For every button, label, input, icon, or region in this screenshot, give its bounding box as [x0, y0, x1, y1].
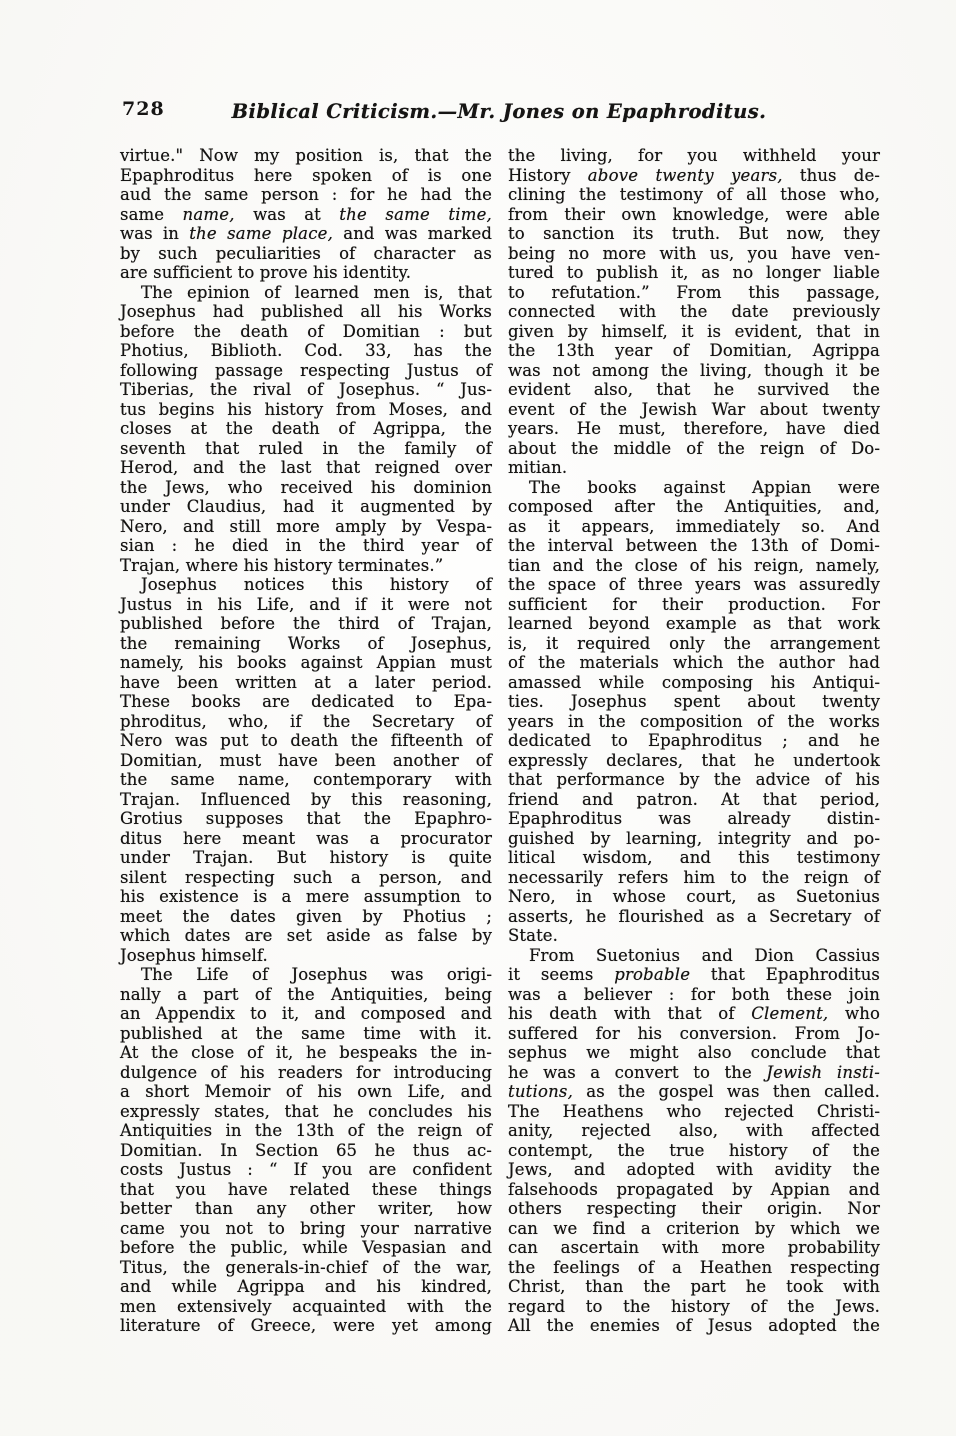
text-line: Photius, Biblioth. Cod. 33, has the	[120, 341, 492, 360]
text-line: contempt, the true history of the	[508, 1140, 880, 1160]
text-line: Trajan, where his history terminates.”	[120, 555, 444, 575]
text-line: These books are dedicated to Epa-	[120, 692, 492, 711]
text-line: years. He must, therefore, have died	[508, 419, 880, 438]
text-line: regard to the history of the Jews.	[508, 1296, 880, 1316]
text-line: the space of three years was assuredly	[508, 575, 880, 594]
text-line: that performance by the advice of his	[508, 770, 880, 789]
text-line: Josephus had published all his Works	[120, 302, 492, 321]
text-line: clining the testimony of all those who,	[508, 185, 880, 204]
text-line: The Heathens who rejected Christi-	[508, 1101, 880, 1121]
text-line: are sufficient to prove his identity.	[120, 263, 412, 282]
text-line: The epinion of learned men is, that	[141, 282, 492, 302]
text-line: came you not to bring your narrative	[120, 1218, 492, 1238]
text-line: virtue." Now my position is, that the	[120, 146, 492, 165]
text-line: amassed while composing his Antiqui-	[508, 672, 880, 692]
text-line: Jews, and adopted with avidity the	[508, 1160, 880, 1179]
text-line: event of the Jewish War about twenty	[508, 399, 880, 419]
paragraph	[508, 478, 880, 946]
left-column	[120, 146, 492, 1336]
text-line: can ascertain with more probability	[508, 1238, 880, 1257]
text-line: dulgence of his readers for introducing	[120, 1062, 492, 1082]
text-line: the same name, contemporary with	[120, 770, 492, 789]
text-line: Epaphroditus here spoken of is one	[120, 165, 492, 185]
paragraph	[508, 146, 880, 478]
text-line: asserts, he flourished as a Secretary of	[508, 906, 880, 926]
text-line: Justus in his Life, and if it were not	[120, 594, 492, 614]
text-line: his existence is a mere assumption to	[120, 887, 492, 906]
text-line: costs Justus : “ If you are confident	[120, 1160, 492, 1179]
text-line: Josephus notices this history of	[141, 575, 492, 594]
right-column	[508, 146, 880, 1336]
text-line: ditus here meant was a procurator	[120, 828, 492, 848]
text-line: following passage respecting Justus of	[120, 360, 492, 380]
text-line: literature of Greece, were yet among	[120, 1316, 492, 1335]
text-line: better than any other writer, how	[120, 1199, 492, 1218]
text-line: Josephus himself.	[120, 945, 268, 965]
text-line: same name, was at the same time,	[120, 204, 492, 224]
text-line: All the enemies of Jesus adopted the	[508, 1316, 880, 1335]
text-line: about the middle of the reign of Do-	[508, 438, 880, 458]
text-line: the interval between the 13th of Domi-	[508, 536, 880, 555]
text-line: connected with the date previously	[508, 302, 880, 321]
paragraph	[120, 283, 492, 576]
text-line: published at the same time with it.	[120, 1023, 492, 1043]
text-line: tian and the close of his reign, namely,	[508, 555, 880, 575]
text-line: an Appendix to it, and composed and	[120, 1004, 492, 1023]
text-line: nally a part of the Antiquities, being	[120, 984, 492, 1004]
text-line: The books against Appian were	[529, 477, 880, 497]
text-line: as it appears, immediately so. And	[508, 516, 880, 536]
text-line: Tiberias, the rival of Josephus. “ Jus-	[120, 380, 492, 399]
text-line: Domitian, must have been another of	[120, 750, 492, 770]
text-line: dedicated to Epaphroditus ; and he	[508, 731, 880, 750]
text-line: under Claudius, had it augmented by	[120, 497, 492, 516]
text-line: learned beyond example as that work	[508, 614, 880, 633]
text-line: namely, his books against Appian must	[120, 653, 492, 672]
text-line: Christ, than the part he took with	[508, 1277, 880, 1296]
text-line: was in the same place, and was marked	[120, 224, 493, 243]
text-line: Trajan. Influenced by this reasoning,	[120, 789, 492, 809]
text-line: was not among the living, though it be	[508, 360, 880, 380]
page-number: 728	[122, 98, 165, 120]
text-line: tured to publish it, as no longer liable	[508, 263, 880, 282]
text-line: expressly declares, that he undertook	[508, 750, 880, 770]
text-line: Herod, and the last that reigned over	[120, 458, 492, 477]
text-line: Grotius supposes that the Epaphro-	[120, 809, 492, 828]
text-line: by such peculiarities of character as	[120, 243, 492, 263]
text-line: sephus we might also conclude that	[508, 1043, 880, 1062]
text-line: State.	[508, 926, 559, 945]
text-line: Nero, in whose court, as Suetonius	[508, 887, 880, 906]
text-line: of the materials which the author had	[508, 653, 880, 672]
text-line: aud the same person : for he had the	[120, 185, 492, 204]
text-line: the 13th year of Domitian, Agrippa	[508, 341, 880, 360]
text-line: the remaining Works of Josephus,	[120, 633, 492, 653]
text-line: From Suetonius and Dion Cassius	[529, 945, 880, 965]
text-line: ties. Josephus spent about twenty	[508, 692, 880, 711]
text-line: tus begins his history from Moses, and	[120, 399, 492, 419]
paragraph	[508, 946, 880, 1336]
text-line: Epaphroditus was already distin-	[508, 809, 880, 828]
text-line: years in the composition of the works	[508, 711, 880, 731]
text-line: evident also, that he survived the	[508, 380, 880, 399]
text-body	[0, 128, 956, 1336]
text-line: sian : he died in the third year of	[120, 536, 492, 555]
text-line: and while Agrippa and his kindred,	[120, 1277, 492, 1296]
text-line: necessarily refers him to the reign of	[508, 867, 880, 887]
text-line: to refutation.” From this passage,	[508, 282, 880, 302]
text-line: can we find a criterion by which we	[508, 1218, 880, 1238]
text-line: is, it required only the arrangement	[508, 633, 880, 653]
text-line: expressly states, that he concludes his	[120, 1101, 492, 1121]
page-header	[0, 0, 956, 128]
text-line: given by himself, it is evident, that in	[508, 321, 880, 341]
text-line: his death with that of Clement, who	[508, 1004, 880, 1023]
text-line: silent respecting such a person, and	[120, 867, 492, 887]
text-line: a short Memoir of his own Life, and	[120, 1082, 492, 1101]
text-line: History above twenty years, thus de-	[508, 165, 880, 185]
text-line: published before the third of Trajan,	[120, 614, 492, 633]
text-line: Nero was put to death the fifteenth of	[120, 731, 492, 750]
text-line: from their own knowledge, were able	[508, 204, 880, 224]
text-line: seventh that ruled in the family of	[120, 438, 492, 458]
text-line: Antiquities in the 13th of the reign of	[120, 1121, 492, 1140]
text-line: At the close of it, he bespeaks the in-	[120, 1043, 492, 1062]
text-line: meet the dates given by Photius ;	[120, 906, 492, 926]
paragraph	[120, 146, 492, 283]
text-line: phroditus, who, if the Secretary of	[120, 711, 492, 731]
text-line: before the death of Domitian : but	[120, 321, 492, 341]
text-line: the Jews, who received his dominion	[120, 477, 492, 497]
text-line: Domitian. In Section 65 he thus ac-	[120, 1140, 492, 1160]
paragraph	[120, 575, 492, 965]
text-line: before the public, while Vespasian and	[120, 1238, 492, 1257]
text-line: was a believer : for both these join	[508, 984, 880, 1004]
text-line: litical wisdom, and this testimony	[508, 848, 880, 867]
text-line: tutions, as the gospel was then called.	[508, 1082, 880, 1101]
text-line: he was a convert to the Jewish insti-	[508, 1062, 880, 1082]
running-header-title: Biblical Criticism.—Mr. Jones on Epaphroditus.	[231, 100, 767, 123]
text-line: men extensively acquainted with the	[120, 1296, 492, 1316]
text-line: being no more with us, you have ven-	[508, 243, 880, 263]
text-line: anity, rejected also, with affected	[508, 1121, 880, 1140]
text-line: that you have related these things	[120, 1179, 492, 1199]
text-line: to sanction its truth. But now, they	[508, 224, 880, 243]
text-line: falsehoods propagated by Appian and	[508, 1179, 880, 1199]
text-line: others respecting their origin. Nor	[508, 1199, 880, 1218]
text-line: sufficient for their production. For	[508, 594, 880, 614]
text-line: Nero, and still more amply by Vespa-	[120, 516, 492, 536]
text-line: closes at the death of Agrippa, the	[120, 419, 492, 438]
paragraph	[120, 965, 492, 1336]
text-line: the living, for you withheld your	[508, 146, 880, 165]
text-line: suffered for his conversion. From Jo-	[508, 1023, 880, 1043]
text-line: composed after the Antiquities, and,	[508, 497, 880, 516]
text-line: mitian.	[508, 458, 568, 477]
text-line: The Life of Josephus was origi-	[141, 965, 492, 984]
text-line: the feelings of a Heathen respecting	[508, 1257, 880, 1277]
text-line: under Trajan. But history is quite	[120, 848, 492, 867]
text-line: it seems probable that Epaphroditus	[508, 965, 880, 984]
text-line: have been written at a later period.	[120, 672, 492, 692]
text-line: friend and patron. At that period,	[508, 789, 880, 809]
text-line: which dates are set aside as false by	[120, 926, 492, 945]
text-line: Titus, the generals-in-chief of the war,	[120, 1257, 492, 1277]
text-line: guished by learning, integrity and po-	[508, 828, 880, 848]
